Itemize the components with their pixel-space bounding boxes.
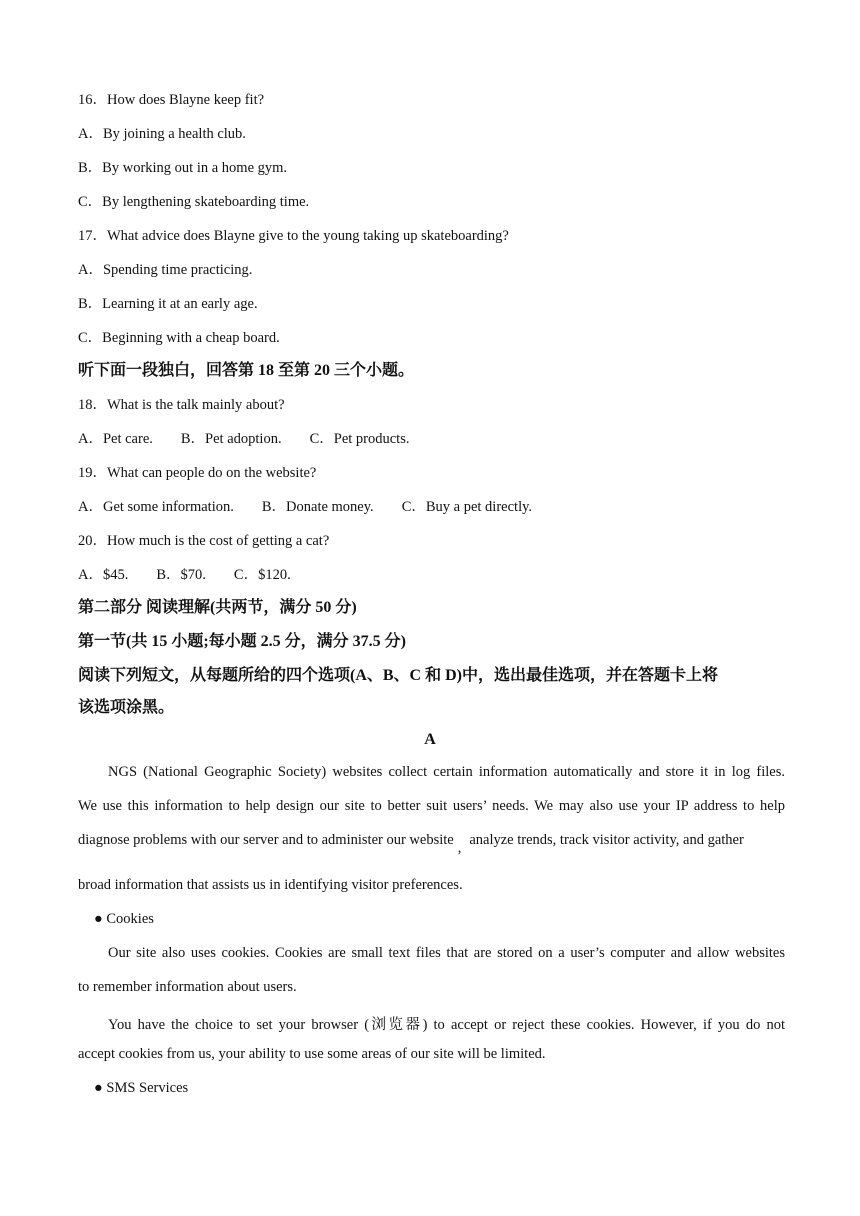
paragraph-1-line-3-end: analyze trends, track visitor activity, and gather xyxy=(469,832,744,848)
q17-option-c: C．Beginning with a cheap board. xyxy=(78,330,280,346)
bullet-sms-services: ● SMS Services xyxy=(94,1080,189,1096)
q19-option-b: B．Donate money. xyxy=(261,499,374,515)
paragraph-1-line-1: NGS (National Geographic Society) websites collect certain information automatically and store it in log files. xyxy=(108,764,785,780)
q16-option-b: B．By working out in a home gym. xyxy=(78,160,288,176)
paragraph-1-line-2: We use this information to help design our site to better suit users’ needs. We may also use your IP address to help xyxy=(78,798,785,814)
q16-option-c: C．By lengthening skateboarding time. xyxy=(78,194,310,210)
paragraph-2-line-2: to remember information about users. xyxy=(78,979,297,995)
paragraph-2-line-1: Our site also uses cookies. Cookies are small text files that are stored on a user’s computer and allow websites xyxy=(108,945,785,961)
section1-heading: 第一节(共 15 小题;每小题 2.5 分，满分 37.5 分) xyxy=(78,633,406,650)
question-17: 17．What advice does Blayne give to the young taking up skateboarding? xyxy=(78,228,509,244)
q17-option-b: B．Learning it at an early age. xyxy=(78,296,258,312)
section-monologue-heading: 听下面一段独白，回答第 18 至第 20 三个小题。 xyxy=(78,362,415,379)
q18-option-c: C．Pet products. xyxy=(309,431,410,447)
paragraph-2 xyxy=(78,945,785,1005)
paragraph-3-line-2: accept cookies from us, your ability to use some areas of our site will be limited. xyxy=(78,1046,546,1062)
q19-option-c: C．Buy a pet directly. xyxy=(401,499,533,515)
part2-heading: 第二部分 阅读理解(共两节，满分 50 分) xyxy=(78,599,357,616)
instruction-line-2: 该选项涂黑。 xyxy=(78,699,175,716)
q20-option-a: A．$45. xyxy=(78,567,129,583)
question-18: 18．What is the talk mainly about? xyxy=(78,397,285,413)
q16-option-a: A．By joining a health club. xyxy=(78,126,246,142)
subscript-comma: , xyxy=(457,840,462,856)
q20-options xyxy=(78,563,319,584)
q19-options xyxy=(78,495,560,516)
q18-option-b: B．Pet adoption. xyxy=(180,431,282,447)
paragraph-1-line-3 xyxy=(78,832,785,856)
instruction-line-1: 阅读下列短文，从每题所给的四个选项(A、B、C 和 D)中，选出最佳选项，并在答题卡上将 xyxy=(78,667,718,684)
passage-label: A xyxy=(424,731,436,748)
question-16: 16．How does Blayne keep fit? xyxy=(78,92,265,108)
paragraph-1-line-3-start: diagnose problems with our server and to administer our website xyxy=(78,832,454,848)
q20-option-c: C．$120. xyxy=(233,567,291,583)
paragraph-3 xyxy=(78,1013,785,1073)
q19-option-a: A．Get some information. xyxy=(78,499,234,515)
q18-options xyxy=(78,427,437,448)
paragraph-1-line-4: broad information that assists us in identifying visitor preferences. xyxy=(78,877,463,893)
q20-option-b: B．$70. xyxy=(156,567,206,583)
question-20: 20．How much is the cost of getting a cat? xyxy=(78,533,330,549)
bullet-cookies: ● Cookies xyxy=(94,911,154,927)
paragraph-1 xyxy=(78,764,785,904)
question-19: 19．What can people do on the website? xyxy=(78,465,317,481)
q17-option-a: A．Spending time practicing. xyxy=(78,262,253,278)
q18-option-a: A．Pet care. xyxy=(78,431,153,447)
paragraph-3-line-1: You have the choice to set your browser (浏览器) to accept or reject these cookies. However, if you do not xyxy=(108,1017,785,1033)
